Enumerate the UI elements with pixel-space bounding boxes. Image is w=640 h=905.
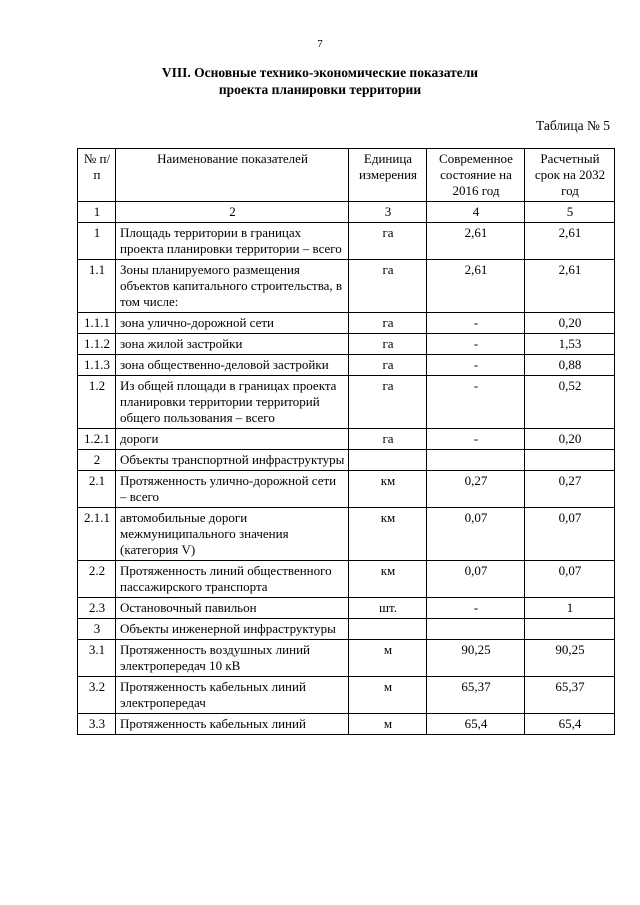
row-number: 1.2.1 xyxy=(78,429,116,450)
table-row xyxy=(78,450,615,471)
indicator-name: Протяженность кабельных линий электропередач xyxy=(116,677,349,714)
row-number: 1.1 xyxy=(78,260,116,313)
unit: м xyxy=(349,714,427,735)
estimated-value: 0,07 xyxy=(525,561,615,598)
current-value: 2,61 xyxy=(427,260,525,313)
unit: м xyxy=(349,640,427,677)
column-number: 4 xyxy=(427,202,525,223)
estimated-value: 0,88 xyxy=(525,355,615,376)
table-row xyxy=(78,677,615,714)
current-value: - xyxy=(427,376,525,429)
estimated-value: 65,37 xyxy=(525,677,615,714)
header-indicator-name: Наименование показателей xyxy=(116,149,349,202)
estimated-value: 1,53 xyxy=(525,334,615,355)
current-value: 2,61 xyxy=(427,223,525,260)
estimated-value: 2,61 xyxy=(525,260,615,313)
row-number: 3 xyxy=(78,619,116,640)
table-row xyxy=(78,334,615,355)
page-number: 7 xyxy=(317,38,323,50)
current-value: - xyxy=(427,598,525,619)
table-row xyxy=(78,640,615,677)
table-row xyxy=(78,598,615,619)
current-value: 0,27 xyxy=(427,471,525,508)
header-current-state: Современное состояние на 2016 год xyxy=(427,149,525,202)
table-row xyxy=(78,619,615,640)
indicator-name: зона общественно-деловой застройки xyxy=(116,355,349,376)
table-row xyxy=(78,508,615,561)
table-row xyxy=(78,223,615,260)
indicator-name: дороги xyxy=(116,429,349,450)
indicator-name: Площадь территории в границах проекта планировки территории – всего xyxy=(116,223,349,260)
unit xyxy=(349,450,427,471)
table-header-row xyxy=(78,149,615,202)
unit: га xyxy=(349,313,427,334)
column-number: 2 xyxy=(116,202,349,223)
estimated-value: 0,52 xyxy=(525,376,615,429)
current-value xyxy=(427,450,525,471)
indicator-name: зона улично-дорожной сети xyxy=(116,313,349,334)
unit: га xyxy=(349,376,427,429)
indicator-name: Протяженность кабельных линий xyxy=(116,714,349,735)
indicator-name: автомобильные дороги межмуниципального значения (категория V) xyxy=(116,508,349,561)
section-title-line-1: VIII. Основные технико-экономические показатели xyxy=(161,65,479,80)
estimated-value: 0,20 xyxy=(525,313,615,334)
indicator-name: зона жилой застройки xyxy=(116,334,349,355)
header-estimated-term: Расчетный срок на 2032 год xyxy=(525,149,615,202)
current-value: - xyxy=(427,334,525,355)
indicators-table xyxy=(77,148,615,735)
indicator-name: Объекты транспортной инфраструктуры xyxy=(116,450,349,471)
table-row xyxy=(78,429,615,450)
table-row xyxy=(78,471,615,508)
table-body xyxy=(78,223,615,735)
row-number: 3.1 xyxy=(78,640,116,677)
row-number: 1.1.2 xyxy=(78,334,116,355)
column-number-row xyxy=(78,202,615,223)
row-number: 1.2 xyxy=(78,376,116,429)
current-value: - xyxy=(427,313,525,334)
unit: км xyxy=(349,561,427,598)
column-number: 5 xyxy=(525,202,615,223)
estimated-value: 2,61 xyxy=(525,223,615,260)
unit: га xyxy=(349,260,427,313)
section-title-line-2: проекта планировки территории xyxy=(218,82,422,97)
current-value: 0,07 xyxy=(427,508,525,561)
column-number: 3 xyxy=(349,202,427,223)
row-number: 1.1.1 xyxy=(78,313,116,334)
indicator-name: Протяженность линий общественного пассажирского транспорта xyxy=(116,561,349,598)
indicator-name: Объекты инженерной инфраструктуры xyxy=(116,619,349,640)
table-row xyxy=(78,714,615,735)
estimated-value: 0,20 xyxy=(525,429,615,450)
current-value: 65,37 xyxy=(427,677,525,714)
row-number: 3.2 xyxy=(78,677,116,714)
column-number: 1 xyxy=(78,202,116,223)
estimated-value xyxy=(525,619,615,640)
unit: га xyxy=(349,223,427,260)
estimated-value: 0,07 xyxy=(525,508,615,561)
current-value: 0,07 xyxy=(427,561,525,598)
table-row xyxy=(78,260,615,313)
section-title xyxy=(0,64,640,98)
current-value xyxy=(427,619,525,640)
estimated-value xyxy=(525,450,615,471)
header-unit: Единица измерения xyxy=(349,149,427,202)
current-value: 65,4 xyxy=(427,714,525,735)
row-number: 3.3 xyxy=(78,714,116,735)
current-value: - xyxy=(427,429,525,450)
row-number: 2.3 xyxy=(78,598,116,619)
estimated-value: 0,27 xyxy=(525,471,615,508)
table-row xyxy=(78,355,615,376)
header-number: № п/п xyxy=(78,149,116,202)
table-row xyxy=(78,376,615,429)
estimated-value: 65,4 xyxy=(525,714,615,735)
indicator-name: Зоны планируемого размещения объектов капитального строительства, в том числе: xyxy=(116,260,349,313)
unit: шт. xyxy=(349,598,427,619)
unit: га xyxy=(349,334,427,355)
indicator-name: Протяженность воздушных линий электропередач 10 кВ xyxy=(116,640,349,677)
indicator-name: Из общей площади в границах проекта планировки территории территорий общего пользования – всего xyxy=(116,376,349,429)
row-number: 2.2 xyxy=(78,561,116,598)
estimated-value: 1 xyxy=(525,598,615,619)
current-value: - xyxy=(427,355,525,376)
unit: км xyxy=(349,471,427,508)
table-row xyxy=(78,561,615,598)
row-number: 1.1.3 xyxy=(78,355,116,376)
row-number: 2.1.1 xyxy=(78,508,116,561)
current-value: 90,25 xyxy=(427,640,525,677)
estimated-value: 90,25 xyxy=(525,640,615,677)
unit: м xyxy=(349,677,427,714)
unit: га xyxy=(349,429,427,450)
unit: га xyxy=(349,355,427,376)
unit: км xyxy=(349,508,427,561)
table-row xyxy=(78,313,615,334)
row-number: 2 xyxy=(78,450,116,471)
row-number: 2.1 xyxy=(78,471,116,508)
indicator-name: Остановочный павильон xyxy=(116,598,349,619)
indicator-name: Протяженность улично-дорожной сети – всего xyxy=(116,471,349,508)
table-label: Таблица № 5 xyxy=(536,118,610,133)
unit xyxy=(349,619,427,640)
row-number: 1 xyxy=(78,223,116,260)
